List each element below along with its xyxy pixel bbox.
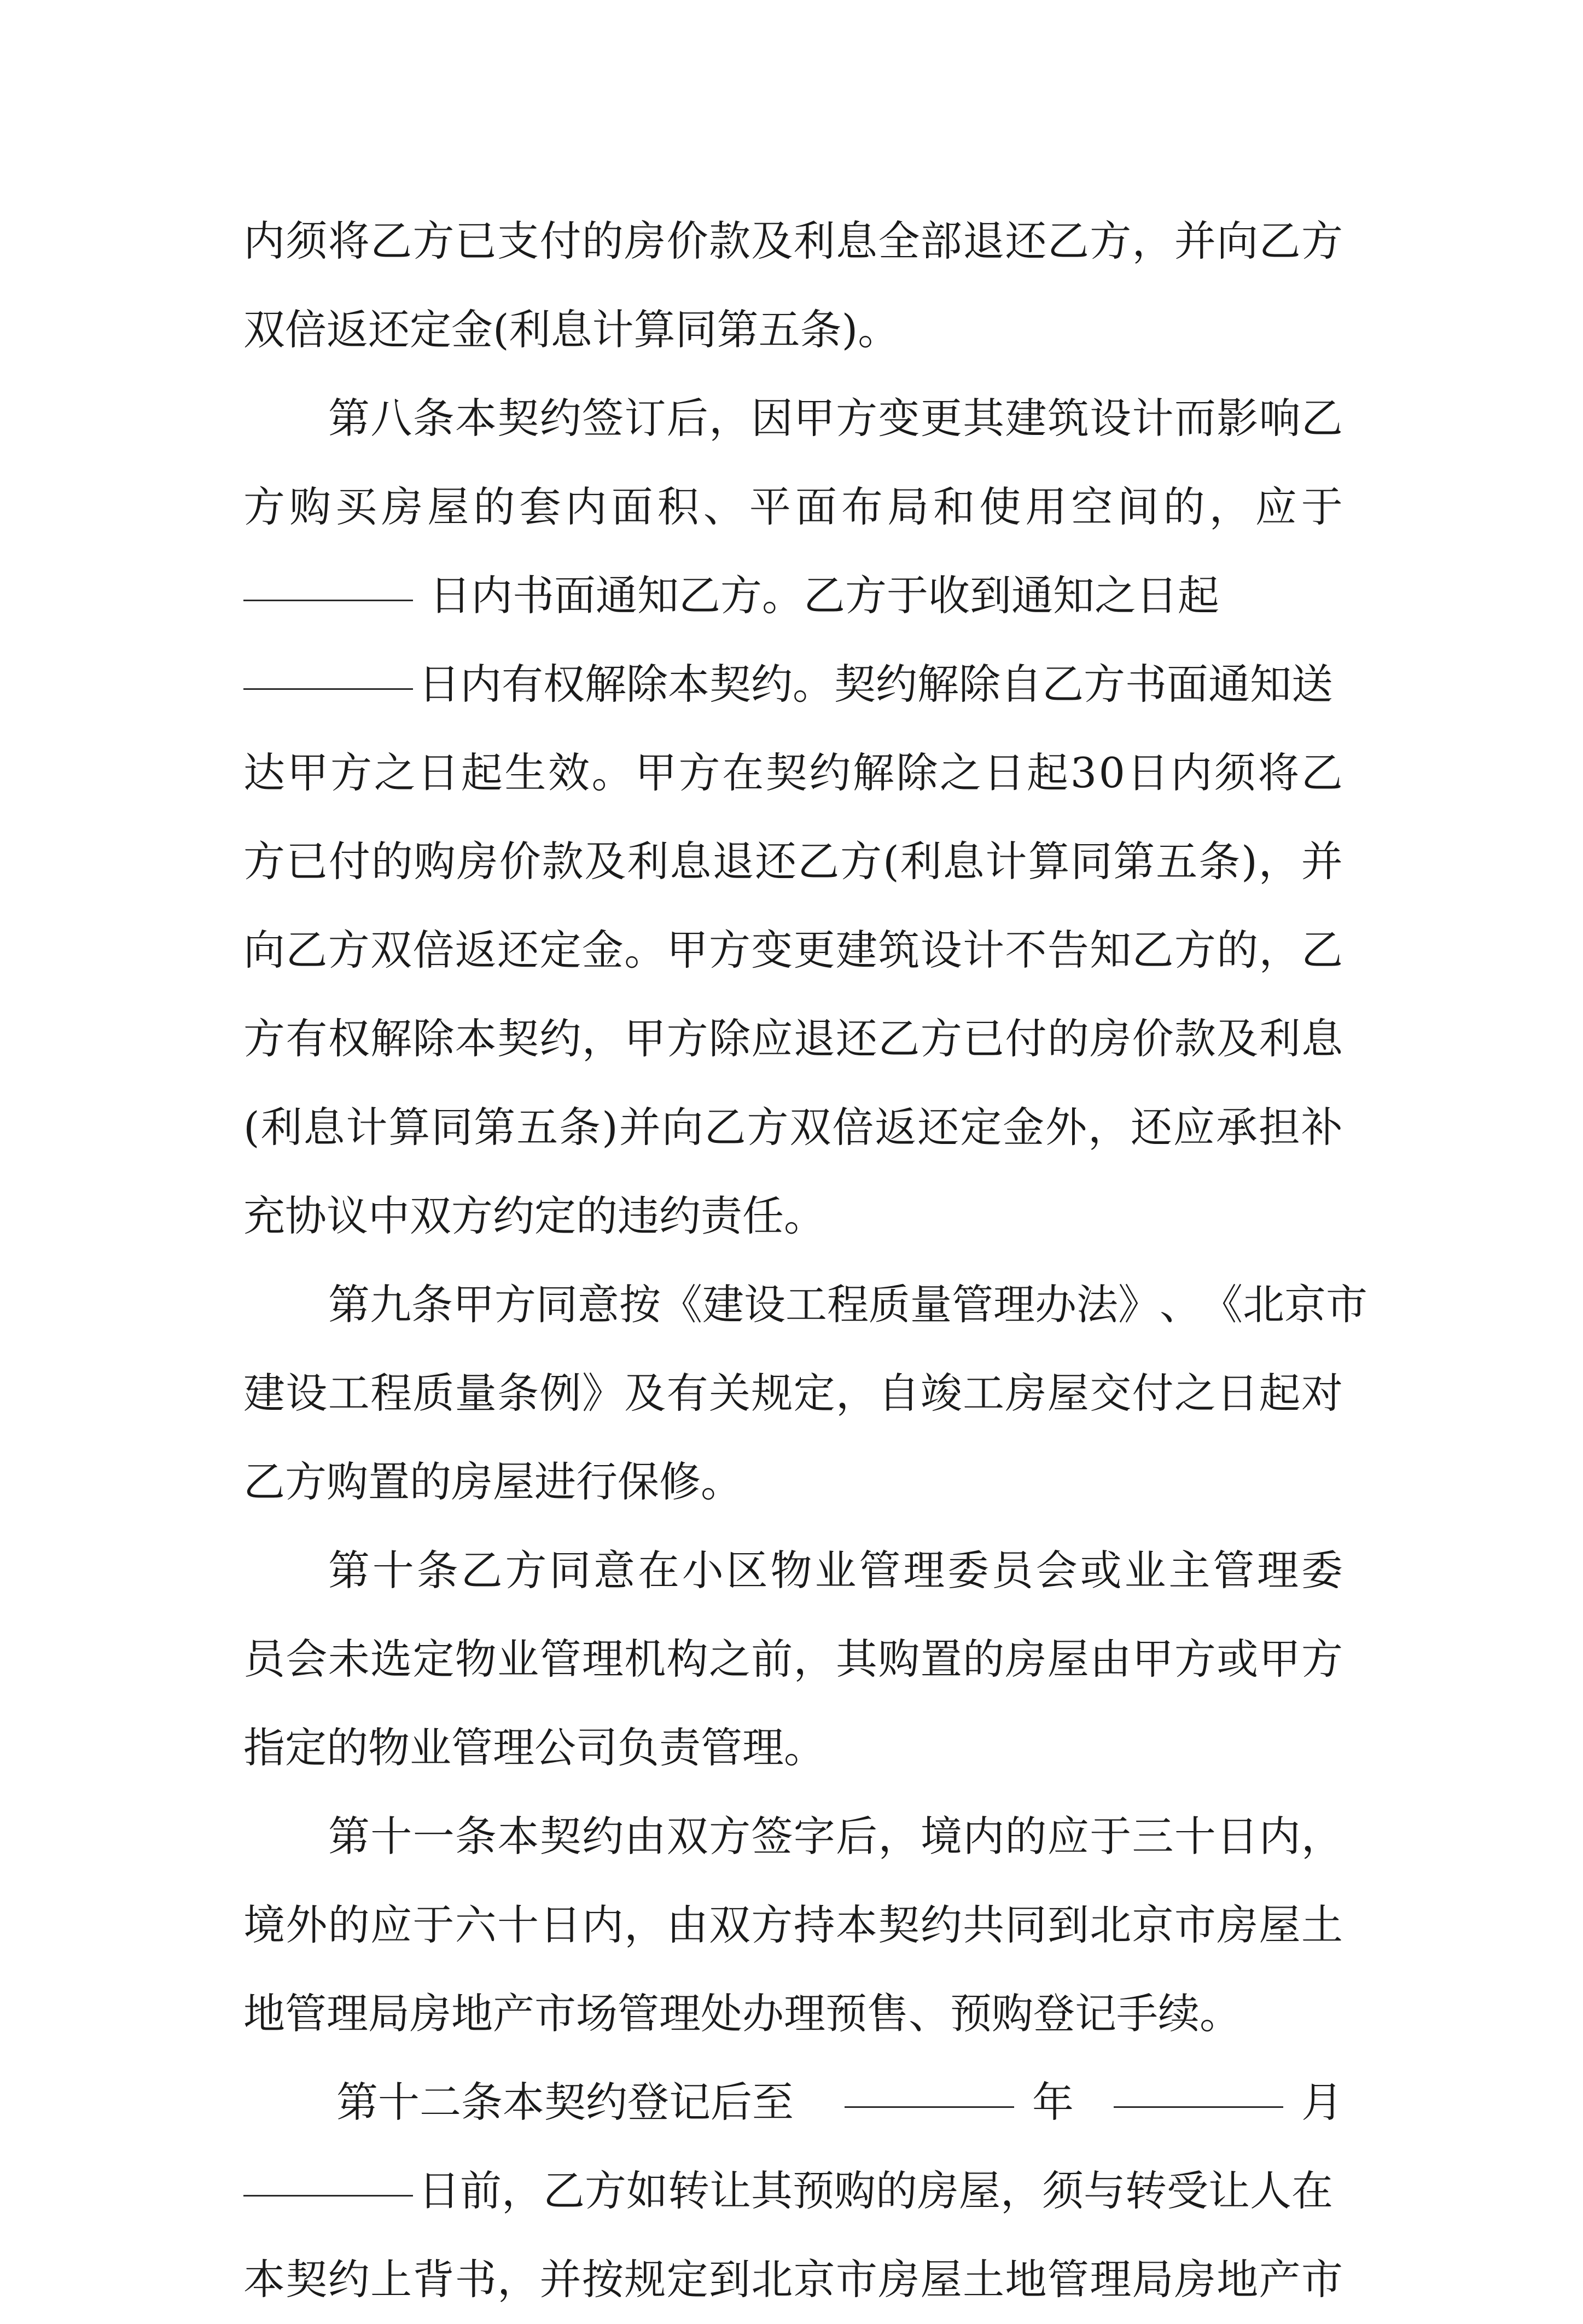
line-text: 日前，乙方如转让其预购的房屋，须与转受让人在 xyxy=(418,2166,1333,2215)
year-label: 年 xyxy=(1032,2078,1074,2127)
line-text: 内 须 将 乙 方 已 支 付 的 房 价 款 及 利 息 全 部 退 还 乙 方 ， 并 向 乙 方 xyxy=(243,217,1343,265)
line-text: 员 会 未 选 定 物 业 管 理 机 构 之 前 ， 其 购 置 的 房 屋 由 甲 方 或 甲 方 xyxy=(243,1635,1343,1683)
month-blank xyxy=(1114,2106,1283,2108)
line-text: 方 购 买 房 屋 的 套 内 面 积 、 平 面 布 局 和 使 用 空 间 的 ， 应 于 xyxy=(243,483,1343,531)
text-line xyxy=(243,995,1343,1083)
line-text: 乙方购置的房屋进行保修。 xyxy=(243,1457,742,1506)
clause-9-heading-line xyxy=(243,1260,1367,1349)
text-line xyxy=(243,2235,1343,2324)
text-line xyxy=(243,1615,1343,1704)
line-text: 境 外 的 应 于 六 十 日 内 ， 由 双 方 持 本 契 约 共 同 到 北 京 市 房 屋 土 xyxy=(243,1901,1343,1949)
year-blank xyxy=(845,2106,1014,2108)
text-line xyxy=(243,817,1343,906)
line-text: 日内书面通知乙方。乙方于收到通知之日起 xyxy=(429,571,1219,620)
text-line xyxy=(243,1704,1343,1792)
month-label: 月 xyxy=(1301,2078,1343,2127)
line-text: 第 十 条 乙 方 同 意 在 小 区 物 业 管 理 委 员 会 或 业 主 管 理 委 xyxy=(328,1546,1343,1595)
line-text: ( 利 息 计 算 同 第 五 条 ) 并 向 乙 方 双 倍 返 还 定 金 外 ， 还 应 承 担 补 xyxy=(243,1103,1343,1152)
clause-8-heading-line xyxy=(243,374,1343,463)
line-text: 建 设 工 程 质 量 条 例 》 及 有 关 规 定 ， 自 竣 工 房 屋 交 付 之 日 起 对 xyxy=(243,1369,1343,1417)
text-line xyxy=(243,729,1343,817)
line-text: 向 乙 方 双 倍 返 还 定 金 。 甲 方 变 更 建 筑 设 计 不 告 知 乙 方 的 ， 乙 xyxy=(243,926,1343,974)
text-line xyxy=(243,1083,1343,1172)
line-text: 第 八 条 本 契 约 签 订 后 ， 因 甲 方 变 更 其 建 筑 设 计 而 影 响 乙 xyxy=(328,394,1343,443)
text-line xyxy=(243,1349,1343,1438)
line-text: 地管理局房地产市场管理处办理预售、预购登记手续。 xyxy=(243,1989,1241,2038)
text-line xyxy=(243,1881,1343,1969)
line-text: 方 有 权 解 除 本 契 约 ， 甲 方 除 应 退 还 乙 方 已 付 的 房 价 款 及 利 息 xyxy=(243,1014,1343,1063)
day-blank xyxy=(243,2194,413,2197)
line-text: 第 九 条 甲 方 同 意 按 《 建 设 工 程 质 量 管 理 办 法 》 、 《 北 京 市 xyxy=(328,1280,1367,1329)
clause-12-heading-line xyxy=(243,2058,1343,2147)
fill-in-blank xyxy=(243,688,413,690)
fill-in-blank xyxy=(243,599,413,601)
clause-10-heading-line xyxy=(243,1526,1343,1615)
text-line xyxy=(243,1969,1343,2058)
text-line-with-blank xyxy=(243,2147,1343,2235)
line-text: 本 契 约 上 背 书 ， 并 按 规 定 到 北 京 市 房 屋 土 地 管 理 局 房 地 产 市 xyxy=(243,2255,1343,2304)
text-line xyxy=(243,197,1343,286)
line-text: 第十二条本契约登记后至 xyxy=(336,2078,794,2127)
text-line xyxy=(243,906,1343,995)
line-text: 达 甲 方 之 日 起 生 效 。 甲 方 在 契 约 解 除 之 日 起 3 0 日 内 须 将 乙 xyxy=(243,748,1343,797)
text-line xyxy=(243,463,1343,551)
line-text: 双倍返还定金(利息计算同第五条)。 xyxy=(243,305,900,354)
text-line xyxy=(243,1172,1343,1260)
line-text: 充协议中双方约定的违约责任。 xyxy=(243,1192,825,1240)
line-text: 日内有权解除本契约。契约解除自乙方书面通知送 xyxy=(418,660,1333,708)
line-text: 第 十 一 条 本 契 约 由 双 方 签 字 后 ， 境 内 的 应 于 三 十 日 内 ， xyxy=(328,1812,1343,1861)
line-text: 指定的物业管理公司负责管理。 xyxy=(243,1723,825,1772)
text-line xyxy=(243,1438,1343,1526)
text-line xyxy=(243,286,1343,374)
contract-text-body xyxy=(243,197,1367,2324)
line-text: 方 已 付 的 购 房 价 款 及 利 息 退 还 乙 方 ( 利 息 计 算 同 第 五 条 ) ， 并 xyxy=(243,837,1343,886)
text-line-with-blank xyxy=(243,640,1343,729)
text-line-with-blank xyxy=(243,551,1343,640)
clause-11-heading-line xyxy=(243,1792,1343,1881)
